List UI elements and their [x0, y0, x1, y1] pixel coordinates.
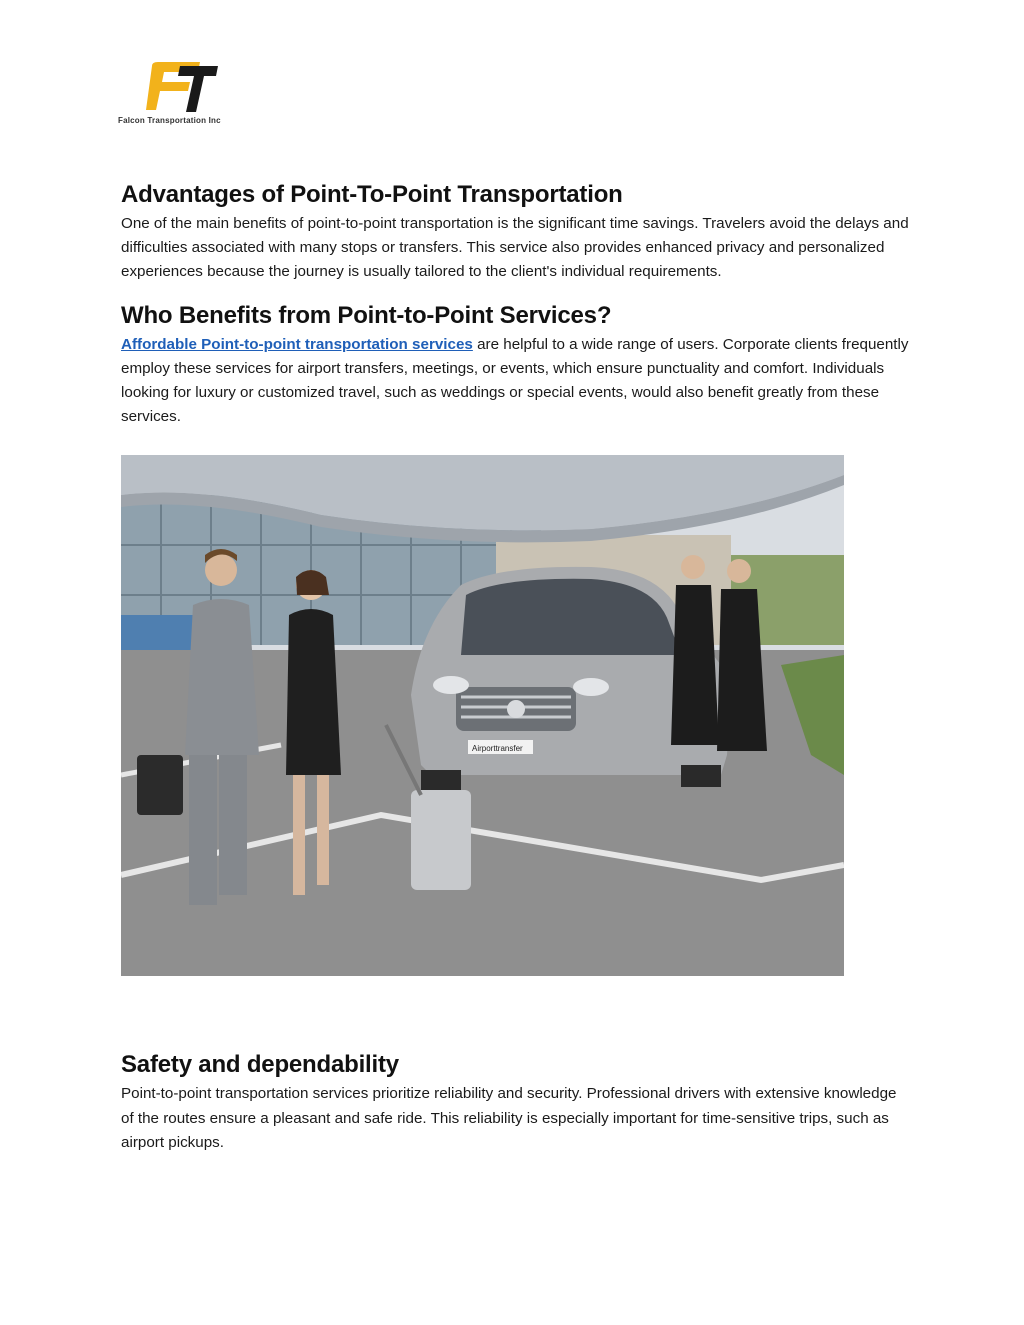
section-paragraph: Point-to-point transportation services prioritize reliability and security. Professional drivers with extensive knowledge of the routes ensure a pleasant and safe ride. This reliability is especially important for time-sensitive trips, such as airport pickups. — [121, 1085, 897, 1151]
photo-illustration — [121, 455, 844, 976]
logo-caption: Falcon Transportation Inc — [118, 116, 221, 125]
article-content — [121, 178, 911, 1155]
section-who-benefits — [121, 299, 911, 430]
section-spacer — [121, 976, 911, 1048]
section-heading: Safety and dependability — [121, 1051, 399, 1079]
license-plate-text: Airporttransfer — [472, 744, 523, 754]
section-safety — [121, 1048, 911, 1155]
section-paragraph: One of the main benefits of point-to-point transportation is the significant time savings. Travelers avoid the delays and difficulties associated with many stops or transfers. This service also provides enhanced privacy and personalized experiences because the journey is usually tailored to the client's individual requirements. — [121, 215, 909, 281]
section-heading: Advantages of Point-To-Point Transportation — [121, 181, 623, 208]
ft-logo-mark-icon — [118, 58, 263, 116]
section-paragraph — [121, 333, 911, 430]
company-logo — [118, 58, 263, 133]
section-heading: Who Benefits from Point-to-Point Services? — [121, 301, 612, 329]
affordable-services-link[interactable]: Affordable Point-to-point transportation services — [121, 335, 473, 353]
business-travelers-photo — [121, 455, 844, 976]
section-advantages — [121, 178, 911, 285]
paragraph-text: are helpful to a wide range of users. Corporate clients frequently employ these services for airport transfers, meetings, or events, which ensure punctuality and comfort. Individuals looking for luxury or customized travel, such as weddings or special events, would also benefit greatly from these services. — [121, 335, 909, 426]
